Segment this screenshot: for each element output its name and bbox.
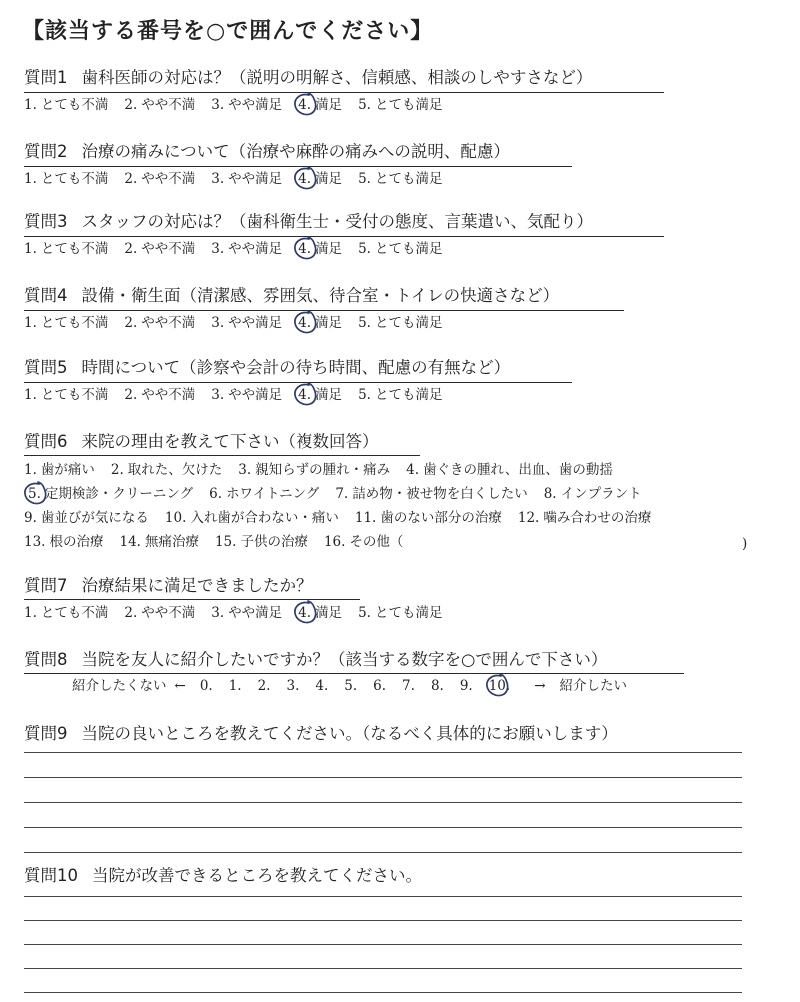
- scale-numbers: [200, 678, 526, 694]
- option-label: とても満足: [374, 605, 443, 621]
- option-label: やや不満: [141, 97, 196, 113]
- option-number[interactable]: 2.: [124, 605, 138, 621]
- option-label: 詰め物・被せ物を白くしたい: [352, 486, 528, 502]
- scale-number-2[interactable]: 2.: [257, 678, 271, 694]
- option-number[interactable]: 4.: [298, 97, 312, 113]
- option-number[interactable]: 1.: [24, 605, 37, 621]
- question-5-option-3[interactable]: [211, 386, 282, 404]
- option-label: やや不満: [141, 605, 196, 621]
- option-number[interactable]: 14.: [119, 534, 141, 550]
- question-6-r2-option-2[interactable]: [209, 485, 319, 503]
- question-1-option-1[interactable]: [24, 96, 108, 114]
- question-6-r2-option-1[interactable]: [28, 485, 193, 503]
- answer-line-q9-1[interactable]: [24, 752, 742, 753]
- option-label: とても不満: [40, 605, 109, 621]
- question-3-option-2[interactable]: [124, 240, 195, 258]
- scale-left-arrow: ←: [174, 678, 186, 694]
- option-label: とても満足: [374, 171, 443, 187]
- option-label: とても不満: [40, 97, 109, 113]
- option-number[interactable]: 1.: [24, 462, 37, 478]
- option-label: とても不満: [40, 315, 109, 331]
- answer-line-q10-1[interactable]: [24, 896, 742, 897]
- question-6-r4-option-2[interactable]: [119, 533, 198, 551]
- option-label: その他（: [349, 534, 404, 550]
- question-5-option-5[interactable]: [358, 386, 442, 404]
- option-label: 根の治療: [49, 534, 104, 550]
- question-4-number: 質問4: [24, 286, 68, 305]
- question-5-heading: [24, 358, 510, 378]
- question-3-option-3[interactable]: [211, 240, 282, 258]
- question-7-option-4[interactable]: [298, 604, 342, 622]
- question-4-options: [24, 314, 458, 332]
- question-1-option-5[interactable]: [358, 96, 442, 114]
- option-label: 満足: [315, 387, 343, 403]
- option-label: 満足: [315, 605, 343, 621]
- option-label: とても不満: [40, 387, 109, 403]
- option-number[interactable]: 4.: [298, 171, 312, 187]
- option-label: とても満足: [374, 387, 443, 403]
- option-label: とても不満: [40, 241, 109, 257]
- question-8-text: 当院を友人に紹介したいですか？（該当する数字を○で囲んで下さい）: [81, 650, 608, 669]
- question-2-options: [24, 170, 458, 188]
- option-label: やや満足: [228, 171, 283, 187]
- question-4-heading: [24, 286, 559, 306]
- option-label: 満足: [315, 315, 343, 331]
- question-3-option-4[interactable]: [298, 240, 342, 258]
- answer-line-q10-5[interactable]: [24, 992, 742, 993]
- question-3-option-5[interactable]: [358, 240, 442, 258]
- scale-number-3[interactable]: 3.: [286, 678, 300, 694]
- question-7-option-5[interactable]: [358, 604, 442, 622]
- option-number[interactable]: 7.: [335, 486, 349, 502]
- question-6-r4-option-3[interactable]: [215, 533, 308, 551]
- option-number[interactable]: 1.: [24, 241, 37, 257]
- option-number[interactable]: 2.: [124, 97, 138, 113]
- option-number[interactable]: 15.: [214, 534, 237, 550]
- option-number[interactable]: 1.: [24, 387, 37, 403]
- question-4-text: 設備・衛生面（清潔感、雰囲気、待合室・トイレの快適さなど）: [81, 286, 560, 305]
- option-number[interactable]: 4.: [298, 315, 312, 331]
- answer-line-q9-3[interactable]: [24, 802, 742, 803]
- option-label: 入れ歯が合わない・痛い: [190, 510, 339, 526]
- question-6-r4-option-4[interactable]: [324, 533, 403, 551]
- question-2-option-4[interactable]: [298, 170, 342, 188]
- option-number[interactable]: 5.: [28, 486, 41, 502]
- question-8-selected-circle: [483, 671, 513, 701]
- scale-number-9[interactable]: 9.: [459, 678, 473, 694]
- question-3-text: スタッフの対応は？（歯科衛生士・受付の態度、言葉遣い、気配り）: [81, 212, 593, 231]
- question-6-row-2: [24, 485, 658, 503]
- option-number[interactable]: 13.: [24, 534, 46, 550]
- question-10-number: 質問10: [24, 866, 78, 885]
- question-8-underline: [24, 673, 684, 674]
- answer-line-q10-4[interactable]: [24, 968, 742, 969]
- question-1-underline: [24, 92, 664, 93]
- option-number[interactable]: 9.: [24, 510, 37, 526]
- scale-number-5[interactable]: 5.: [344, 678, 358, 694]
- question-7-heading: [24, 576, 313, 596]
- question-2-heading: [24, 142, 510, 162]
- option-label: やや満足: [228, 241, 283, 257]
- option-label: 満足: [315, 241, 343, 257]
- question-1-option-4[interactable]: [298, 96, 342, 114]
- option-label: 満足: [315, 97, 343, 113]
- question-7-number: 質問7: [24, 576, 68, 595]
- option-label: 満足: [315, 171, 343, 187]
- option-number[interactable]: 3.: [211, 171, 225, 187]
- option-number[interactable]: 2.: [110, 462, 124, 478]
- question-10-heading: [24, 866, 422, 886]
- question-6-r3-option-1[interactable]: [24, 509, 149, 527]
- option-label: 取れた、欠けた: [127, 462, 223, 478]
- answer-line-q10-2[interactable]: [24, 920, 742, 921]
- option-number[interactable]: 16.: [323, 534, 346, 550]
- option-number[interactable]: 3.: [211, 315, 225, 331]
- scale-number-7[interactable]: 7.: [402, 678, 415, 694]
- question-6-row-4: [24, 533, 419, 551]
- question-5-underline: [24, 382, 572, 383]
- question-4-option-3[interactable]: [211, 314, 282, 332]
- option-label: 歯並びが気になる: [40, 510, 149, 526]
- question-6-row-3: [24, 509, 667, 527]
- option-label: とても満足: [374, 97, 443, 113]
- option-label: やや満足: [228, 97, 283, 113]
- question-7-option-1[interactable]: [24, 604, 108, 622]
- option-number[interactable]: 3.: [211, 605, 225, 621]
- scale-number-1[interactable]: 1.: [228, 678, 242, 694]
- option-number[interactable]: 2.: [124, 315, 138, 331]
- option-label: とても満足: [374, 315, 443, 331]
- option-number[interactable]: 3.: [211, 241, 225, 257]
- question-10-text: 当院が改善できるところを教えてください。: [92, 866, 422, 885]
- question-3-option-1[interactable]: [24, 240, 108, 258]
- option-label: やや不満: [141, 315, 196, 331]
- scale-number-6[interactable]: 6.: [373, 678, 387, 694]
- page-title: 【該当する番号を○で囲んでください】: [22, 19, 434, 44]
- option-label: 親知らずの腫れ・痛み: [255, 462, 391, 478]
- option-number[interactable]: 4.: [298, 241, 312, 257]
- question-1-heading: [24, 68, 592, 88]
- option-number[interactable]: 2.: [124, 171, 138, 187]
- scale-number-4[interactable]: 4.: [315, 678, 329, 694]
- option-label: 歯のない部分の治療: [380, 510, 502, 526]
- option-label: 無痛治療: [144, 534, 199, 550]
- question-4-option-4[interactable]: [298, 314, 342, 332]
- option-number[interactable]: 4.: [298, 387, 312, 403]
- other-close-paren: ): [742, 536, 748, 552]
- option-label: インプラント: [560, 486, 642, 502]
- option-number[interactable]: 5.: [358, 315, 371, 331]
- scale-right-label: 紹介したい: [559, 678, 628, 694]
- option-number[interactable]: 4.: [406, 462, 420, 478]
- option-label: やや満足: [228, 315, 283, 331]
- option-number[interactable]: 5.: [358, 605, 371, 621]
- question-6-number: 質問6: [24, 432, 68, 451]
- option-label: 子供の治療: [240, 534, 308, 550]
- option-number[interactable]: 3.: [211, 387, 225, 403]
- question-6-text: 来院の理由を教えて下さい（複数回答）: [81, 432, 379, 451]
- option-label: 歯が痛い: [40, 462, 95, 478]
- option-number[interactable]: 8.: [543, 486, 557, 502]
- question-7-option-3[interactable]: [211, 604, 282, 622]
- scale-number-10[interactable]: 10.: [489, 677, 510, 695]
- question-6-heading: [24, 432, 379, 452]
- question-1-number: 質問1: [24, 68, 68, 87]
- question-6-r2-option-3[interactable]: [335, 485, 527, 503]
- scale-left-label: 紹介したくない: [72, 678, 167, 694]
- question-8-number: 質問8: [24, 650, 68, 669]
- answer-line-q9-5[interactable]: [24, 852, 742, 853]
- question-5-option-1[interactable]: [24, 386, 108, 404]
- option-number[interactable]: 3.: [211, 97, 225, 113]
- question-6-r1-option-2[interactable]: [111, 461, 222, 479]
- question-6-r3-option-2[interactable]: [165, 509, 339, 527]
- question-1-text: 歯科医師の対応は？（説明の明解さ、信頼感、相談のしやすさなど）: [81, 68, 593, 87]
- answer-line-q9-2[interactable]: [24, 777, 742, 778]
- scale-number-0[interactable]: 0.: [199, 678, 213, 694]
- question-6-r3-option-3[interactable]: [355, 509, 502, 527]
- option-number[interactable]: 5.: [358, 387, 371, 403]
- question-8-selected-circle-stroke: [487, 674, 508, 696]
- question-5-options: [24, 386, 458, 404]
- question-6-r1-option-4[interactable]: [406, 461, 613, 479]
- option-number[interactable]: 6.: [209, 486, 223, 502]
- question-6-r1-option-1[interactable]: [24, 461, 95, 479]
- question-6-underline: [24, 455, 420, 456]
- question-4-option-1[interactable]: [24, 314, 108, 332]
- question-9-text: 当院の良いところを教えてください。（なるべく具体的にお願いします）: [81, 724, 618, 743]
- question-2-option-5[interactable]: [358, 170, 442, 188]
- option-label: やや不満: [141, 387, 196, 403]
- option-label: とても不満: [40, 171, 109, 187]
- option-number[interactable]: 12.: [517, 510, 540, 526]
- option-number[interactable]: 2.: [124, 241, 138, 257]
- question-5-number: 質問5: [24, 358, 68, 377]
- option-number[interactable]: 5.: [358, 171, 371, 187]
- question-2-underline: [24, 166, 572, 167]
- question-3-number: 質問3: [24, 212, 68, 231]
- option-label: とても満足: [374, 241, 443, 257]
- option-number[interactable]: 1.: [24, 171, 37, 187]
- question-3-underline: [24, 236, 664, 237]
- question-6-r4-option-1[interactable]: [24, 533, 103, 551]
- option-number[interactable]: 5.: [358, 97, 371, 113]
- answer-line-q9-4[interactable]: [24, 827, 742, 828]
- option-label: 歯ぐきの腫れ、出血、歯の動揺: [423, 462, 613, 478]
- question-5-text: 時間について（診察や会計の待ち時間、配慮の有無など）: [81, 358, 511, 377]
- scale-number-8[interactable]: 8.: [430, 678, 444, 694]
- question-6-r1-option-3[interactable]: [238, 461, 390, 479]
- option-label: 噛み合わせの治療: [543, 510, 652, 526]
- recommend-scale: [72, 677, 627, 695]
- option-number[interactable]: 11.: [354, 510, 377, 526]
- option-number[interactable]: 2.: [124, 387, 138, 403]
- option-number[interactable]: 1.: [24, 97, 37, 113]
- option-label: やや不満: [141, 241, 196, 257]
- question-2-option-3[interactable]: [211, 170, 282, 188]
- option-label: ホワイトニング: [226, 486, 320, 502]
- question-5-option-4[interactable]: [298, 386, 342, 404]
- question-1-option-2[interactable]: [124, 96, 195, 114]
- option-label: やや満足: [228, 387, 283, 403]
- question-2-option-2[interactable]: [124, 170, 195, 188]
- option-number[interactable]: 3.: [238, 462, 252, 478]
- question-4-option-5[interactable]: [358, 314, 442, 332]
- question-2-option-1[interactable]: [24, 170, 108, 188]
- option-number[interactable]: 4.: [298, 605, 312, 621]
- option-label: やや満足: [228, 605, 283, 621]
- option-label: やや不満: [141, 171, 196, 187]
- question-6-row-1: [24, 461, 629, 479]
- question-7-underline: [24, 599, 360, 600]
- question-9-number: 質問9: [24, 724, 68, 743]
- option-label: 定期検診・クリーニング: [44, 486, 194, 502]
- question-3-options: [24, 240, 458, 258]
- question-9-heading: [24, 724, 618, 744]
- question-2-text: 治療の痛みについて（治療や麻酔の痛みへの説明、配慮）: [81, 142, 510, 161]
- question-4-underline: [24, 310, 624, 311]
- question-6-r2-option-4[interactable]: [544, 485, 642, 503]
- question-3-heading: [24, 212, 593, 232]
- question-7-text: 治療結果に満足できましたか？: [81, 576, 313, 595]
- option-number[interactable]: 10.: [164, 510, 187, 526]
- option-number[interactable]: 1.: [24, 315, 37, 331]
- question-1-options: [24, 96, 458, 114]
- question-8-heading: [24, 650, 607, 670]
- question-6-r3-option-4[interactable]: [518, 509, 651, 527]
- question-2-number: 質問2: [24, 142, 68, 161]
- question-1-option-3[interactable]: [211, 96, 282, 114]
- question-4-option-2[interactable]: [124, 314, 195, 332]
- answer-line-q10-3[interactable]: [24, 944, 742, 945]
- option-number[interactable]: 5.: [358, 241, 371, 257]
- question-5-option-2[interactable]: [124, 386, 195, 404]
- scale-right-arrow: →: [534, 678, 546, 694]
- question-7-options: [24, 604, 458, 622]
- question-7-option-2[interactable]: [124, 604, 195, 622]
